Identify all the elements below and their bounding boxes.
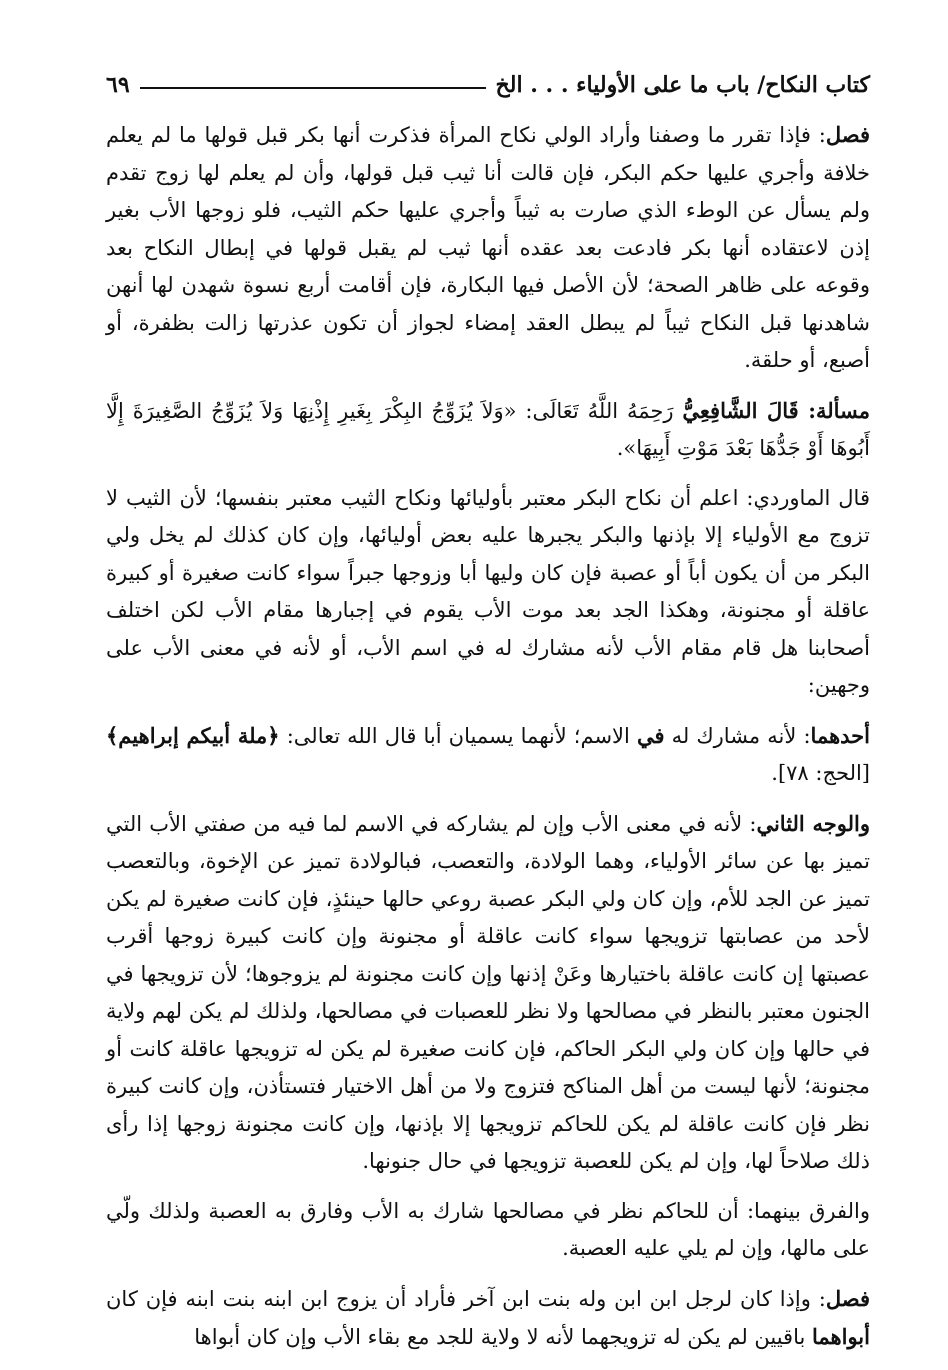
- header-rule: [140, 87, 486, 89]
- paragraph-text: [الحج: ٧٨].: [771, 761, 870, 785]
- paragraph-wajh-thani: [106, 805, 870, 1181]
- chapter-title: كتاب النكاح/ باب ما على الأولياء . . . الخ: [495, 72, 870, 98]
- paragraph-text: الاسم؛ لأنهما يسميان أبا قال الله تعالى:: [279, 723, 637, 748]
- paragraph-text: : لأنه في معنى الأب وإن لم يشاركه في الاسم لما فيه من صفتي الأب التي تميز بها عن سائر الأولياء، وهما الولادة، والتعصب، فبالولادة تميز عن الإخوة، وبالتعصب تميز عن الجد للأم، وإن كان ولي البكر عصبة روعي حالها حينئذٍ، فإن كانت صغيرة لم يكن لأحد من عصابتها تزويجها سواء كانت عاقلة أو مجنونة وإن كانت كبيرة زوجها أقرب عصبتها إن كانت عاقلة باختيارها وعَنْ إذنها وإن كانت مجنونة لم يزوجوها؛ لأن تزويجها في الجنون معتبر بالنظر في مصالحها ولا نظر للعصبات في مصالحها، ولذلك لم يكن لهم ولاية في حالها وإن كان ولي البكر الحاكم، فإن كانت صغيرة لم يكن له تزويجها عاقلة كانت أو مجنونة؛ لأنها ليست من أهل المناكح فتزوج ولا من أهل الاختيار فتستأذن، وإن كانت كبيرة نظر فإن كانت عاقلة لم يكن للحاكم تزويجها إلا بإذنها، وإن كانت مجنونة زوجها إذا رأى ذلك صلاحاً لها، وإن لم يكن للعصبة تزويجها في حال جنونها.: [106, 811, 870, 1173]
- paragraph-text: رَحِمَهُ اللَّهُ تَعَالَى: «وَلاَ يُزَوِّجُ البِكْرَ بِغَيرِ إِذْنِهَا وَلاَ يُزَوِّجُ الصَّغِيرَةَ إِلَّا أَبُوهَا أَوْ جَدُّهَا بَعْدَ مَوْتِ أَبِيهَا».: [106, 398, 870, 460]
- paragraph-mawardi: [106, 480, 870, 705]
- paragraph-text: : فإذا تقرر ما وصفنا وأراد الولي نكاح المرأة فذكرت أنها بكر قبل قولها ما لم يعلم خلافة وأجري عليها حكم البكر، فإن قالت أنا ثيب قبل قولها، وأن لم يعلم لها زوج تقدم ولم يسأل عن الوطء الذي صارت به ثيباً وأجري عليها حكم الثيب، فلو زوجها الأب بغير إذن لاعتقاده أنها بكر فادعت بعد عقده أنها ثيب لم يقبل قولها في إبطال النكاح بعد وقوعه على ظاهر الصحة؛ لأن الأصل فيها البكارة، فإن أقامت أربع نسوة شهدن لها أنهن شاهدنها قبل النكاح ثيباً لم يبطل العقد إمضاء لجواز أن تكون عذرتها زالت بظفرة، أو أصبع، أو حلقة.: [106, 123, 870, 372]
- paragraph-text: : وإذا كان لرجل ابن ابن وله بنت ابن آخر فأراد أن يزوج ابن ابنه بنت ابنه فإن كان: [106, 1286, 826, 1311]
- paragraph-fasl-1: [106, 116, 870, 380]
- paragraph-lead: فصل: [825, 122, 870, 147]
- paragraph-lead: مسألة: قَالَ الشَّافِعِيُّ: [682, 397, 870, 423]
- paragraph-fasl-2: [106, 1280, 870, 1357]
- paragraph-farq: [106, 1193, 870, 1268]
- paragraph-lead: فصل: [825, 1285, 871, 1311]
- paragraph-masala: [106, 392, 870, 468]
- paragraph-text: : لأنه مشارك له: [664, 723, 811, 748]
- paragraph-ahaduhuma: [106, 717, 870, 793]
- bold-word: أبواهما: [812, 1324, 870, 1349]
- paragraph-text: قال الماوردي: اعلم أن نكاح البكر معتبر بأوليائها ونكاح الثيب معتبر بنفسها؛ لأن الثيب لا تزوج مع الأولياء إلا بإذنها والبكر يجبرها عليه بعض أوليائها، وإن كان كذلك لم يخل ولي البكر من أن يكون أباً أو عصبة فإن كان وليها أبا وزوجها جبراً سواء كانت صغيرة أو كبيرة عاقلة أو مجنونة، وهكذا الجد بعد موت الأب يقوم في إجبارها مقام الأب لكن اختلف أصحابنا هل قام مقام الأب لأنه مشارك له في اسم الأب، أو لأنه في معنى الأب على وجهين:: [106, 485, 870, 697]
- paragraph-lead: أحدهما: [810, 722, 870, 748]
- quran-quote: ﴿ملة أبيكم إبراهيم﴾: [106, 722, 280, 748]
- running-header: [106, 58, 870, 98]
- bold-word: في: [636, 722, 665, 748]
- page-number: ٦٩: [106, 72, 130, 98]
- paragraph-lead: والوجه الثاني: [756, 810, 871, 836]
- paragraph-text: باقيين لم يكن له تزويجهما لأنه لا ولاية للجد مع بقاء الأب وإن كان أبواها: [194, 1325, 813, 1349]
- paragraph-text: والفرق بينهما: أن للحاكم نظر في مصالحها شارك به الأب وفارق به العصبة ولذلك ولّي على مالها، وإن لم يلي عليه العصبة.: [106, 1198, 870, 1260]
